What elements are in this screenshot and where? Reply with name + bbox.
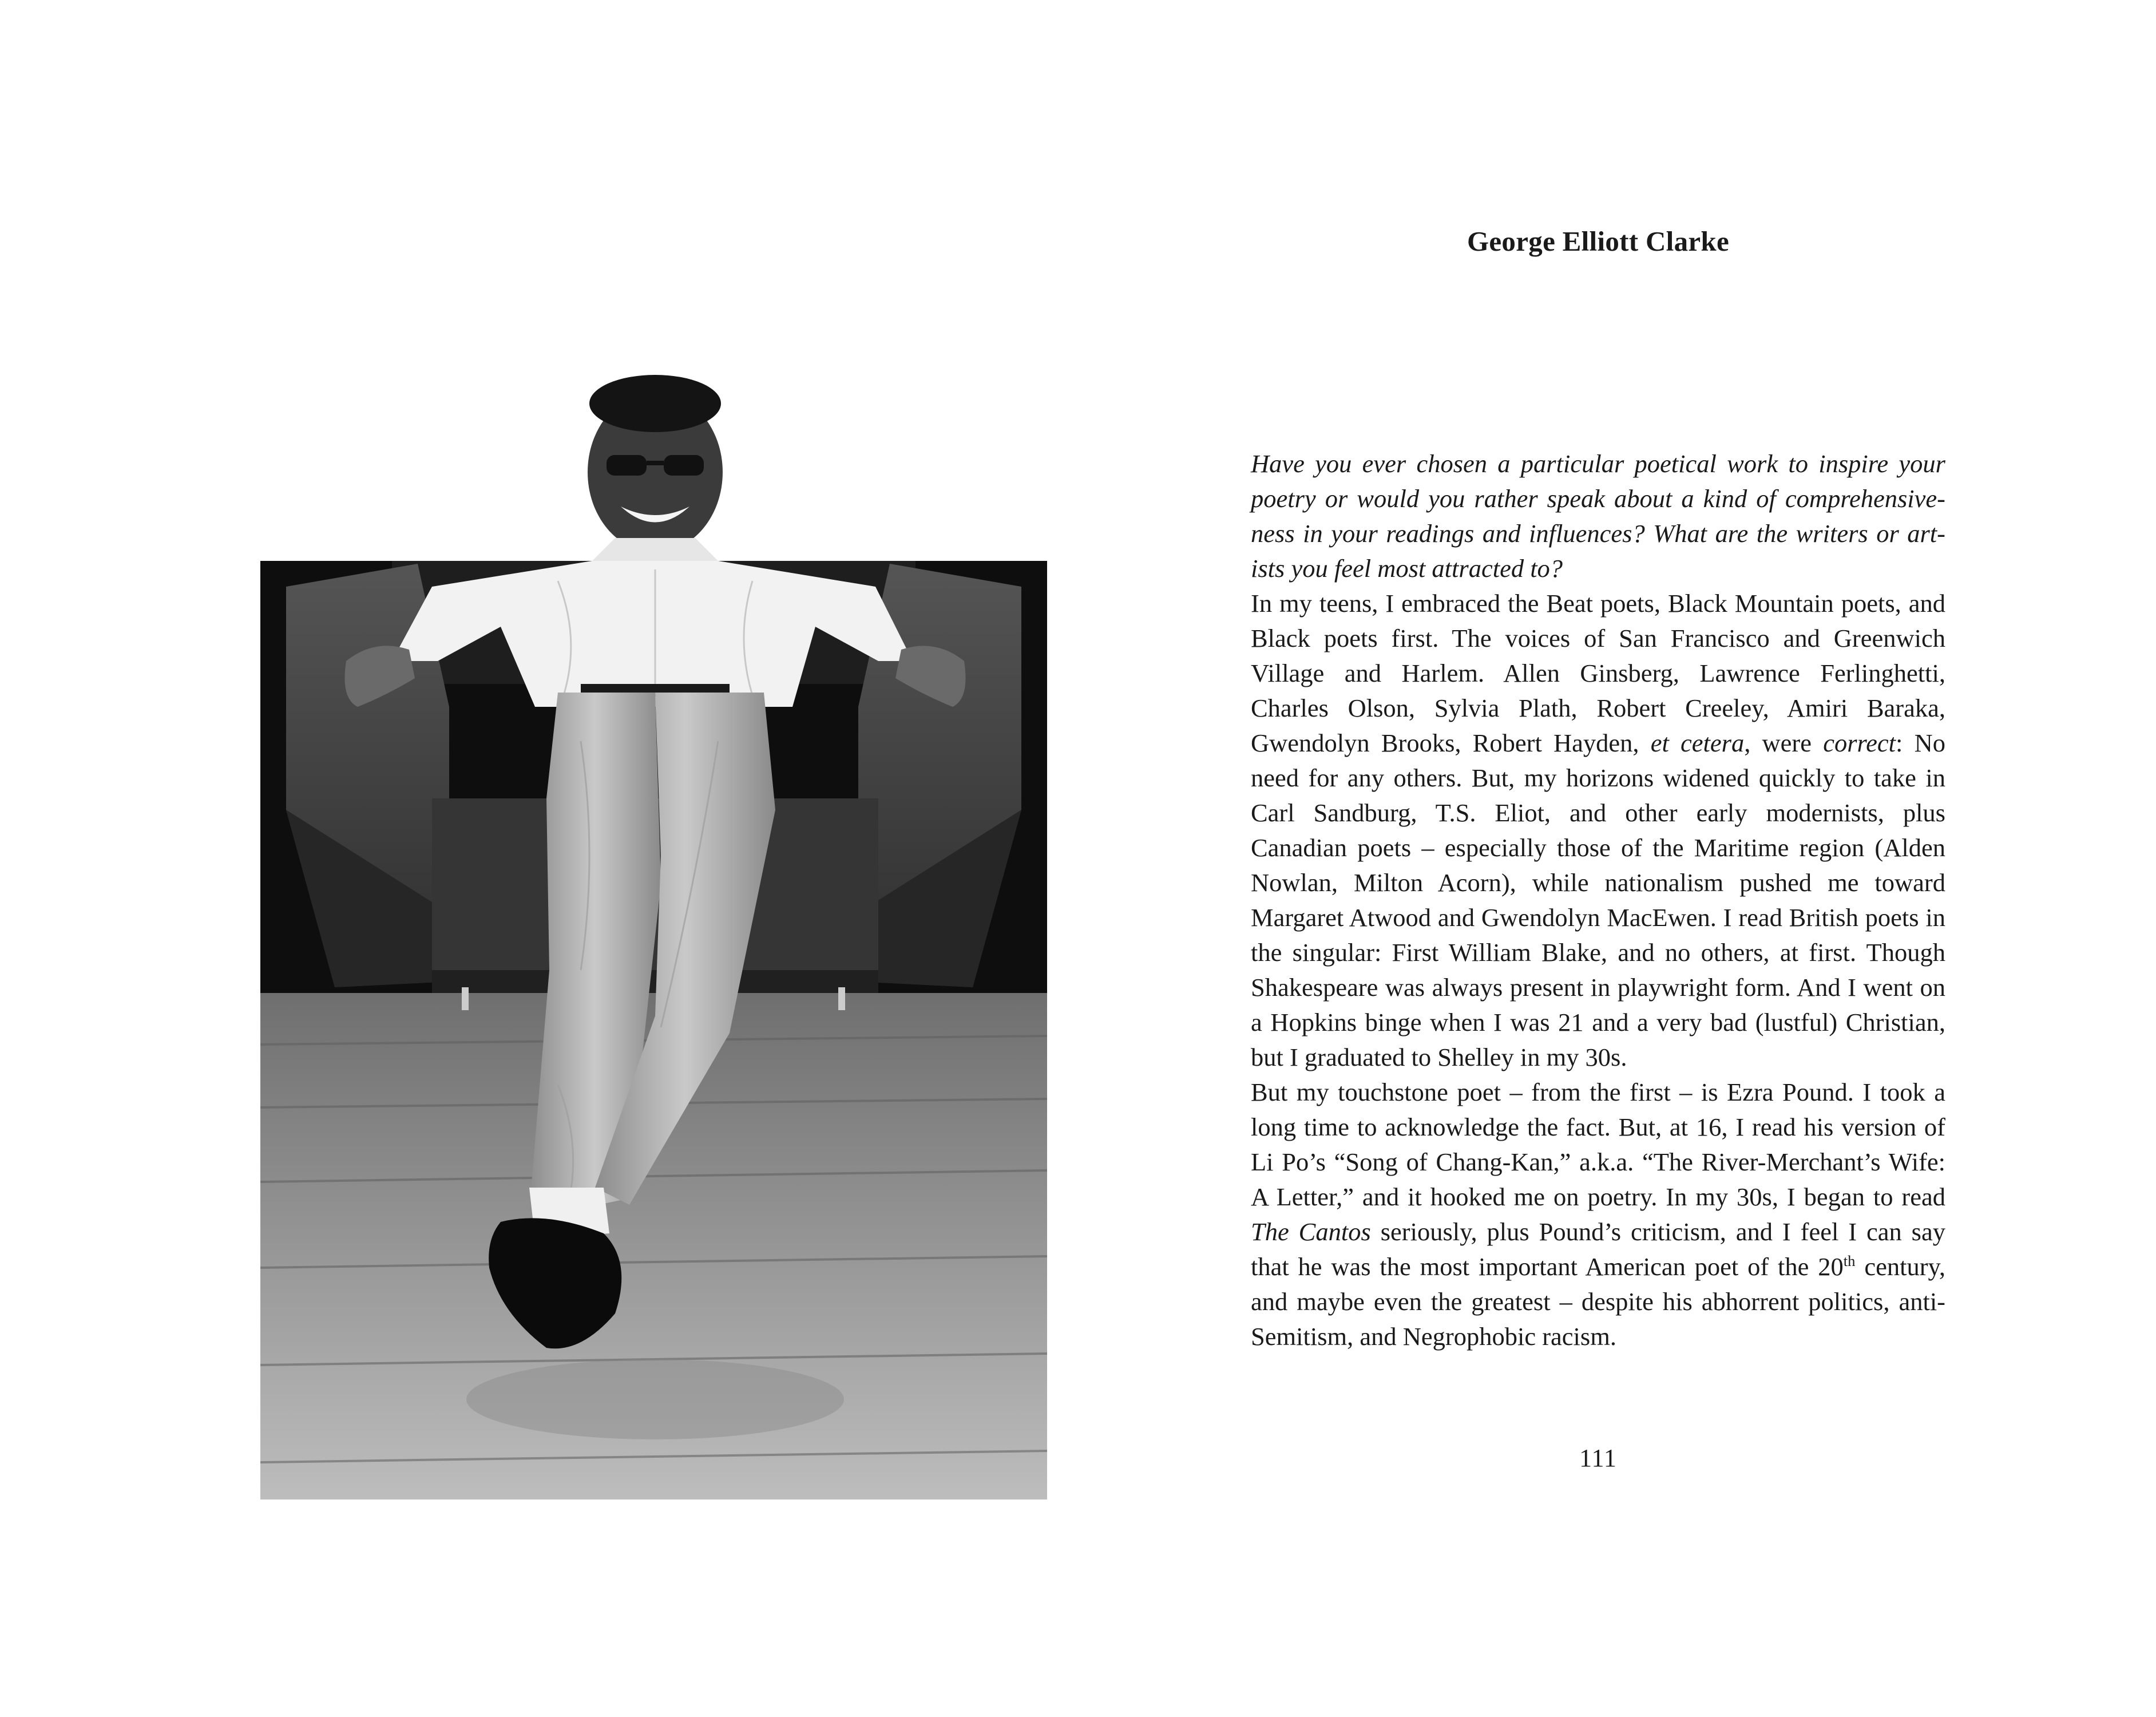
answer-1-text-c: : No need for any others. But, my horizons widened quickly to take in Carl Sandburg, T.S. Eliot, and other early modernists, plus Canadian poets – especially those of the Maritime region (Alden Nowlan, Milton Acorn), while nationalism pushed me toward Margaret Atwood and Gwendolyn MacEwen. I read British poets in the singular: First William Blake, and no others, at first. Though Shakespeare was always present in playwright form. And I went on a Hopkins binge when I was 21 and a very bad (lustful) Christian, but I graduated to Shelley in my 30s. <box>1251 729 1945 1071</box>
answer-paragraph-1 <box>1251 586 1945 1075</box>
answer-2-text-c: century, and maybe even the greatest – despite his abhorrent politics, anti-Semitism, and Negrophobic racism. <box>1251 1252 1946 1351</box>
portrait-photo-icon <box>260 341 1047 1500</box>
page-number: 111 <box>1579 1444 1617 1472</box>
answer-2-italic-a: The Cantos <box>1251 1217 1371 1246</box>
answer-2-text-a: But my touchstone poet – from the first – is Ezra Pound. I took a long time to acknowledge the fact. But, at 16, I read his version of Li Po’s “Song of Chang-Kan,” a.k.a. “The River-Merchant’s Wife: A Letter,” and it hooked me on poetry. In my 30s, I began to read <box>1251 1078 1945 1211</box>
answer-2-superscript: th <box>1843 1252 1856 1270</box>
running-head: George Elliott Clarke <box>1467 225 1730 257</box>
answer-1-text-a: In my teens, I embraced the Beat poets, Black Mountain poets, and Black poets first. The voices of San Francisco and Greenwich Village and Harlem. Allen Ginsberg, Lawrence Ferlinghetti, Charles Olson, Sylvia Plath, Robert Creeley, Amiri Baraka, Gwendolyn Brooks, Robert Hayden, <box>1251 589 1945 757</box>
answer-1-italic-b: correct <box>1823 729 1896 757</box>
interview-text <box>1251 446 1945 1354</box>
answer-paragraph-2 <box>1251 1075 1945 1354</box>
right-page <box>1251 0 1945 1717</box>
answer-2-text-b: seriously, plus Pound’s criticism, and I feel I can say that he was the most important American poet of the 20 <box>1251 1217 1945 1281</box>
answer-1-text-b: , were <box>1744 729 1824 757</box>
portrait-photo <box>260 341 1047 1500</box>
answer-1-italic-a: et cetera <box>1650 729 1745 757</box>
interview-question: Have you ever chosen a particular poetical work to inspire your poetry or would you rather speak about a kind of comprehensiveness in your readings and influences? What are the writers or artists you feel most attracted to? <box>1251 449 1945 583</box>
